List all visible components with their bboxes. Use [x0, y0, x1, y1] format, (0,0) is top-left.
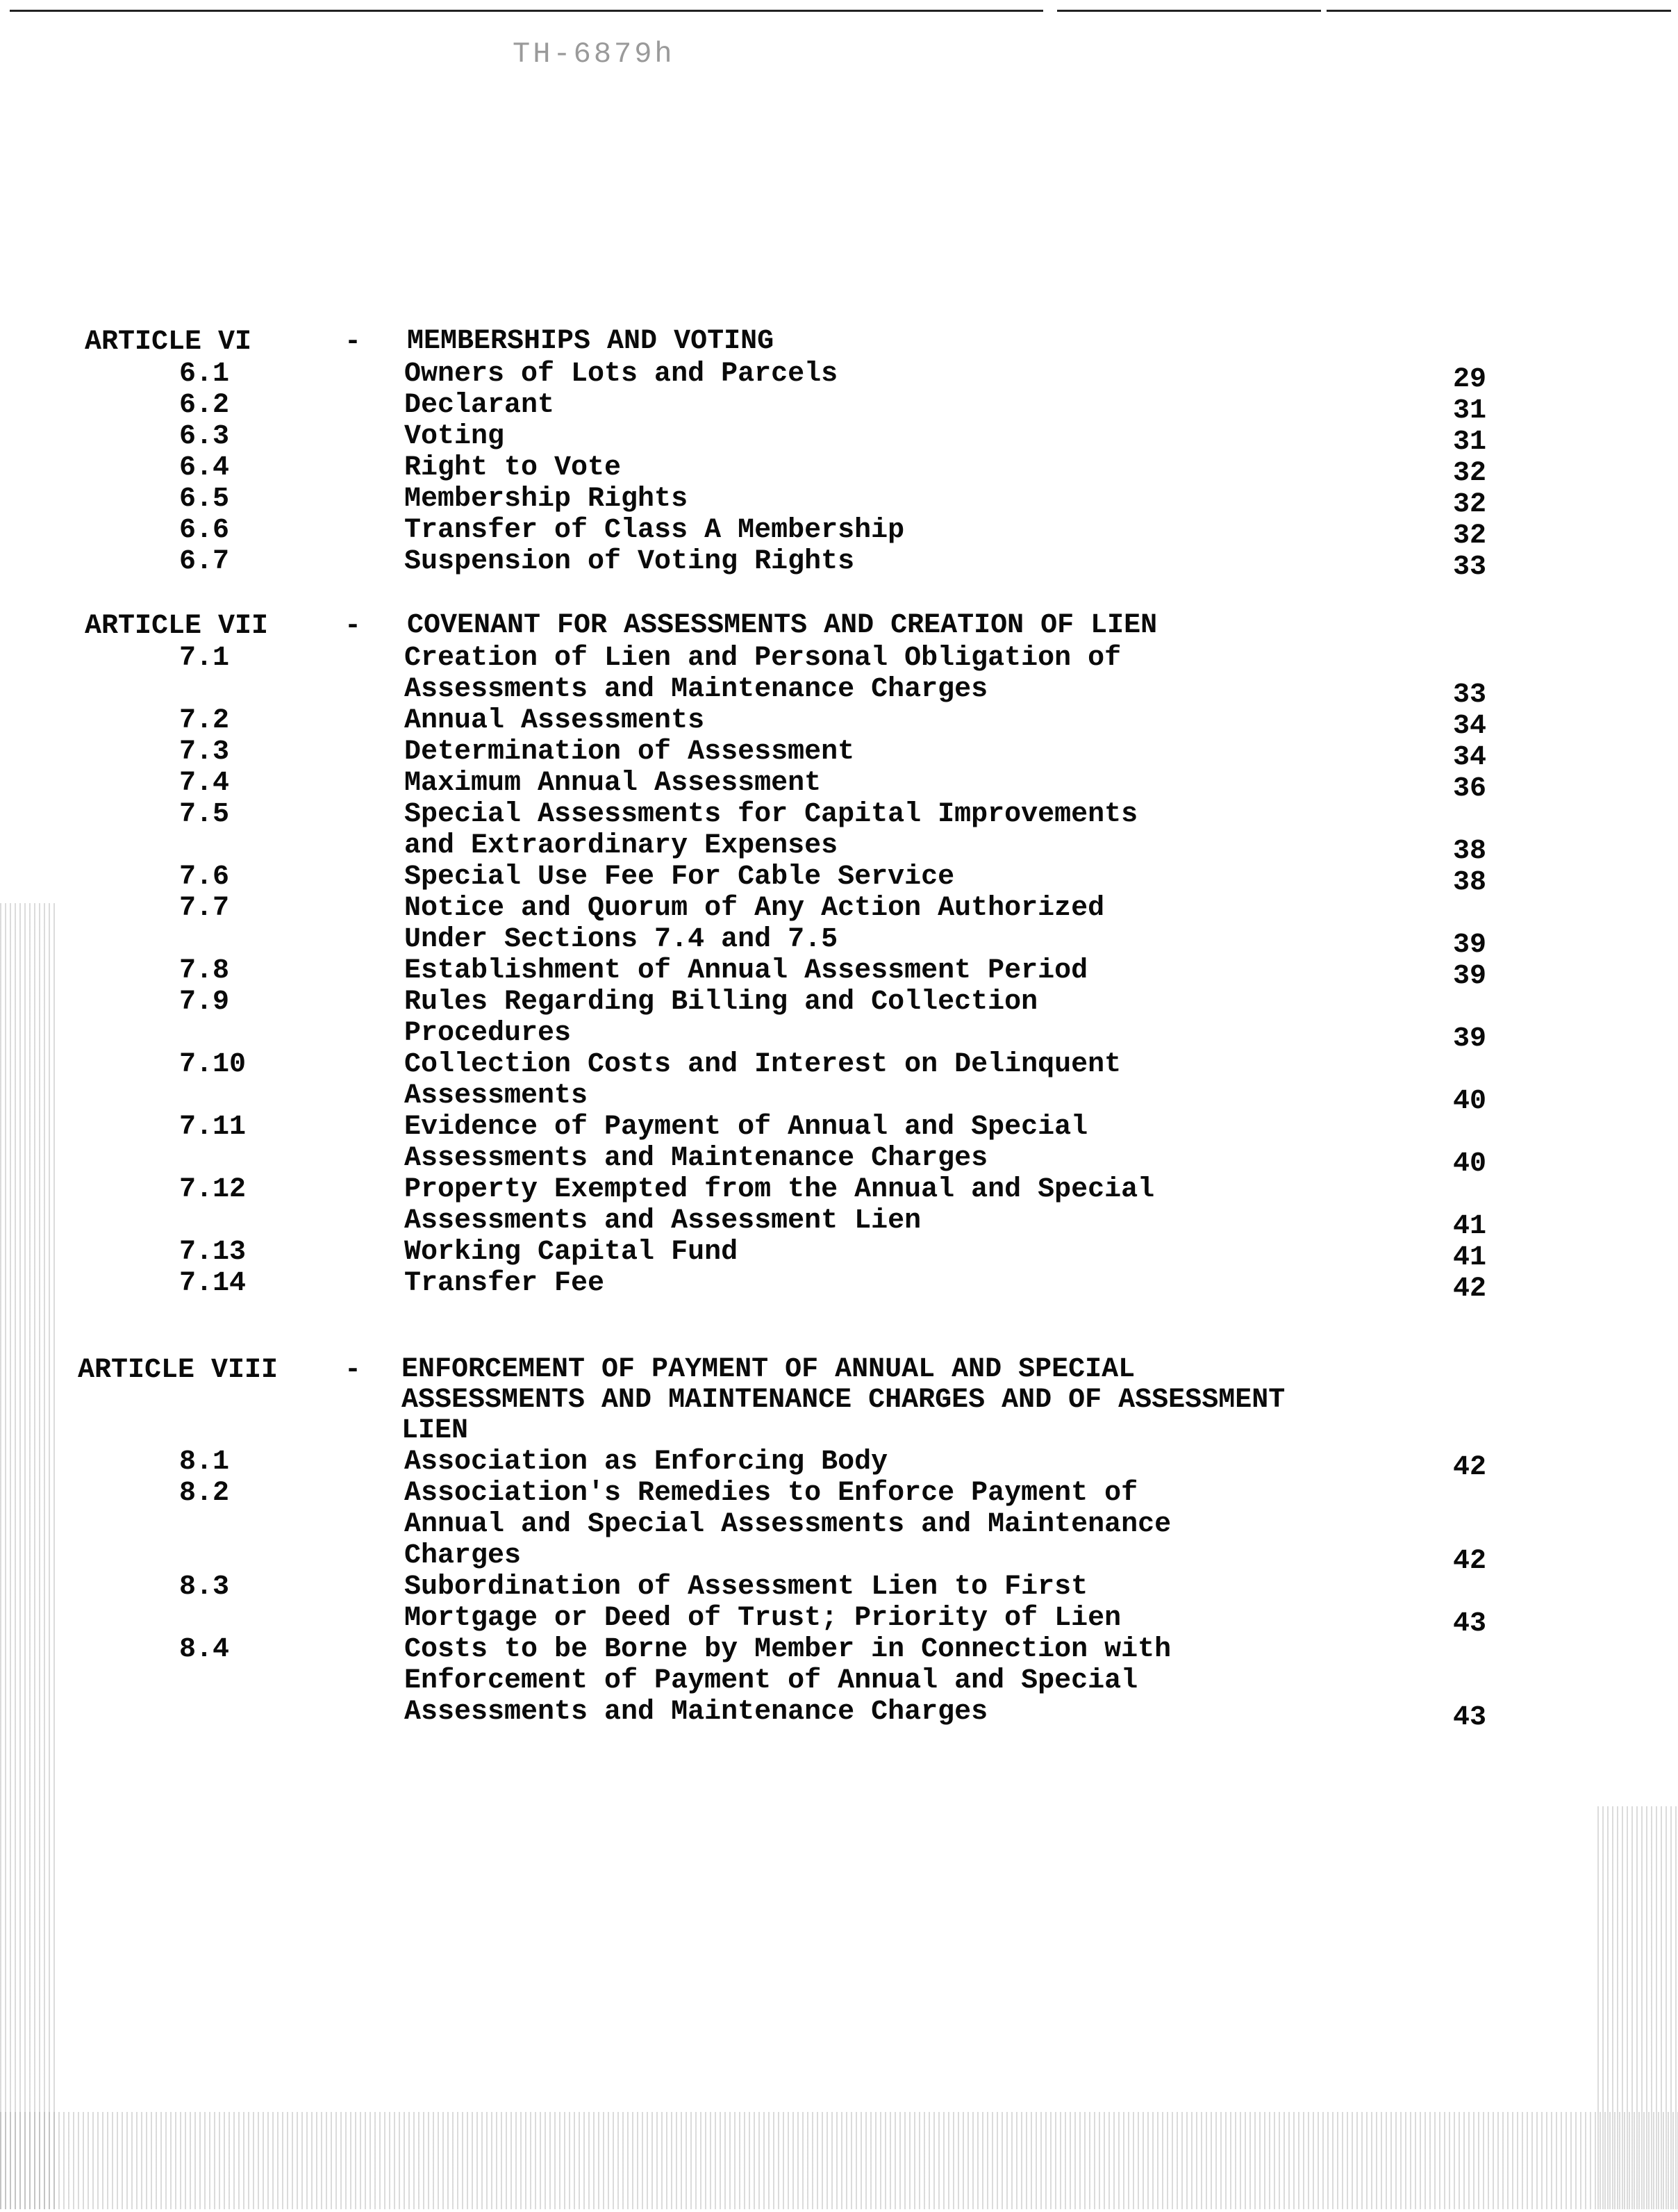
section-number: 6.3	[179, 421, 230, 452]
section-title: Declarant	[404, 390, 555, 421]
top-rule-right	[1327, 10, 1671, 12]
article-title: MEMBERSHIPS AND VOTING	[407, 326, 774, 357]
section-title: Property Exempted from the Annual and Special Assessments and Assessment Lien	[404, 1174, 1155, 1237]
page-number: 34	[1453, 711, 1487, 742]
section-number: 6.7	[179, 546, 230, 577]
page-number: 39	[1453, 930, 1487, 961]
page-number: 42	[1453, 1546, 1487, 1577]
article-heading	[0, 611, 1678, 643]
section-number: 7.8	[179, 955, 230, 987]
toc-entry	[0, 546, 1678, 583]
page-number: 34	[1453, 742, 1487, 773]
toc-entry	[0, 1478, 1678, 1577]
toc-entry	[0, 515, 1678, 552]
spacer	[0, 577, 1678, 611]
page-number: 41	[1453, 1211, 1487, 1242]
article-vii	[0, 610, 1678, 1305]
section-title: Costs to be Borne by Member in Connection with Enforcement of Payment of Annual and Special Assessments and Maintenance Charges	[404, 1634, 1172, 1728]
toc-entry	[0, 1446, 1678, 1483]
section-title: Special Assessments for Capital Improvements and Extraordinary Expenses	[404, 799, 1138, 861]
section-title: Collection Costs and Interest on Delinquent Assessments	[404, 1049, 1122, 1112]
section-title: Suspension of Voting Rights	[404, 546, 855, 577]
page-number: 42	[1453, 1452, 1487, 1483]
section-number: 7.5	[179, 799, 230, 830]
section-title: Creation of Lien and Personal Obligation of Assessments and Maintenance Charges	[404, 643, 1122, 705]
section-title: Transfer Fee	[404, 1268, 605, 1299]
section-number: 8.3	[179, 1571, 230, 1603]
section-title: Right to Vote	[404, 452, 622, 484]
toc-entry	[0, 390, 1678, 427]
toc-entry	[0, 1049, 1678, 1117]
toc-entry	[0, 736, 1678, 773]
page-number: 43	[1453, 1608, 1487, 1640]
page-number: 32	[1453, 489, 1487, 520]
page-number: 33	[1453, 552, 1487, 583]
toc-entry	[0, 452, 1678, 489]
section-number: 7.2	[179, 705, 230, 736]
section-title: Determination of Assessment	[404, 736, 855, 768]
section-title: Association's Remedies to Enforce Payment of Annual and Special Assessments and Maintenance Charges	[404, 1478, 1172, 1571]
toc-entry	[0, 1174, 1678, 1242]
section-title: Special Use Fee For Cable Service	[404, 861, 955, 893]
section-title: Voting	[404, 421, 505, 452]
table-of-contents	[0, 326, 1678, 1733]
article-dash: -	[344, 327, 362, 358]
page-number: 42	[1453, 1273, 1487, 1305]
section-number: 6.5	[179, 484, 230, 515]
article-dash: -	[344, 611, 362, 642]
page-number: 36	[1453, 773, 1487, 804]
section-title: Membership Rights	[404, 484, 688, 515]
page-number: 41	[1453, 1242, 1487, 1273]
section-number: 8.1	[179, 1446, 230, 1478]
section-title: Working Capital Fund	[404, 1237, 738, 1268]
section-title: Notice and Quorum of Any Action Authorized Under Sections 7.4 and 7.5	[404, 893, 1105, 955]
scan-noise	[0, 903, 56, 2209]
section-title: Establishment of Annual Assessment Period	[404, 955, 1088, 987]
page-number: 32	[1453, 520, 1487, 552]
section-number: 7.14	[179, 1268, 247, 1299]
section-number: 6.1	[179, 358, 230, 390]
page-number: 33	[1453, 679, 1487, 711]
article-dash: -	[344, 1355, 362, 1386]
section-title: Annual Assessments	[404, 705, 705, 736]
toc-entry	[0, 643, 1678, 711]
toc-entry	[0, 421, 1678, 458]
section-number: 7.1	[179, 643, 230, 674]
article-vi	[0, 326, 1678, 583]
section-title: Evidence of Payment of Annual and Special Assessments and Maintenance Charges	[404, 1112, 1088, 1174]
section-number: 7.7	[179, 893, 230, 924]
toc-entry	[0, 768, 1678, 804]
section-number: 7.12	[179, 1174, 247, 1205]
toc-entry	[0, 893, 1678, 961]
section-number: 7.6	[179, 861, 230, 893]
section-number: 7.11	[179, 1112, 247, 1143]
article-heading	[0, 1355, 1678, 1446]
toc-entry	[0, 955, 1678, 992]
section-title: Association as Enforcing Body	[404, 1446, 888, 1478]
toc-entry	[0, 484, 1678, 520]
toc-entry	[0, 861, 1678, 898]
section-title: Owners of Lots and Parcels	[404, 358, 838, 390]
document-stamp: TH-6879h	[513, 38, 675, 71]
section-number: 7.3	[179, 736, 230, 768]
section-number: 8.4	[179, 1634, 230, 1665]
toc-entry	[0, 1571, 1678, 1640]
section-number: 6.6	[179, 515, 230, 546]
article-viii	[0, 1354, 1678, 1733]
article-heading	[0, 327, 1678, 358]
section-number: 6.2	[179, 390, 230, 421]
page-number: 39	[1453, 1023, 1487, 1055]
section-number: 7.4	[179, 768, 230, 799]
page-number: 43	[1453, 1702, 1487, 1733]
section-title: Maximum Annual Assessment	[404, 768, 822, 799]
section-title: Rules Regarding Billing and Collection Procedures	[404, 987, 1038, 1049]
toc-entry	[0, 987, 1678, 1055]
toc-entry	[0, 705, 1678, 742]
spacer	[0, 1299, 1678, 1355]
section-number: 7.10	[179, 1049, 247, 1080]
page-number: 32	[1453, 458, 1487, 489]
section-number: 6.4	[179, 452, 230, 484]
article-title: COVENANT FOR ASSESSMENTS AND CREATION OF LIEN	[407, 610, 1158, 641]
toc-entry	[0, 799, 1678, 867]
section-title: Transfer of Class A Membership	[404, 515, 905, 546]
page-number: 38	[1453, 836, 1487, 867]
page-number: 31	[1453, 427, 1487, 458]
page-number: 31	[1453, 395, 1487, 427]
toc-entry	[0, 1237, 1678, 1273]
toc-entry	[0, 358, 1678, 395]
section-number: 7.9	[179, 987, 230, 1018]
top-rule-right	[1057, 10, 1321, 12]
section-number: 7.13	[179, 1237, 247, 1268]
toc-entry	[0, 1112, 1678, 1180]
article-title: ENFORCEMENT OF PAYMENT OF ANNUAL AND SPECIAL ASSESSMENTS AND MAINTENANCE CHARGES AND OF ASSESSMENT LIEN	[401, 1354, 1286, 1446]
article-label: ARTICLE VIII	[78, 1355, 279, 1386]
page-number: 29	[1453, 364, 1487, 395]
toc-entry	[0, 1268, 1678, 1305]
article-label: ARTICLE VI	[85, 327, 252, 358]
page-number: 38	[1453, 867, 1487, 898]
page-number: 40	[1453, 1086, 1487, 1117]
scan-noise	[0, 2112, 1678, 2209]
section-number: 8.2	[179, 1478, 230, 1509]
scan-noise	[1597, 1806, 1678, 2209]
article-label: ARTICLE VII	[85, 611, 269, 642]
toc-entry	[0, 1634, 1678, 1733]
page-number: 39	[1453, 961, 1487, 992]
page-number: 40	[1453, 1148, 1487, 1180]
section-title: Subordination of Assessment Lien to First Mortgage or Deed of Trust; Priority of Lien	[404, 1571, 1122, 1634]
top-rule	[10, 10, 1043, 12]
